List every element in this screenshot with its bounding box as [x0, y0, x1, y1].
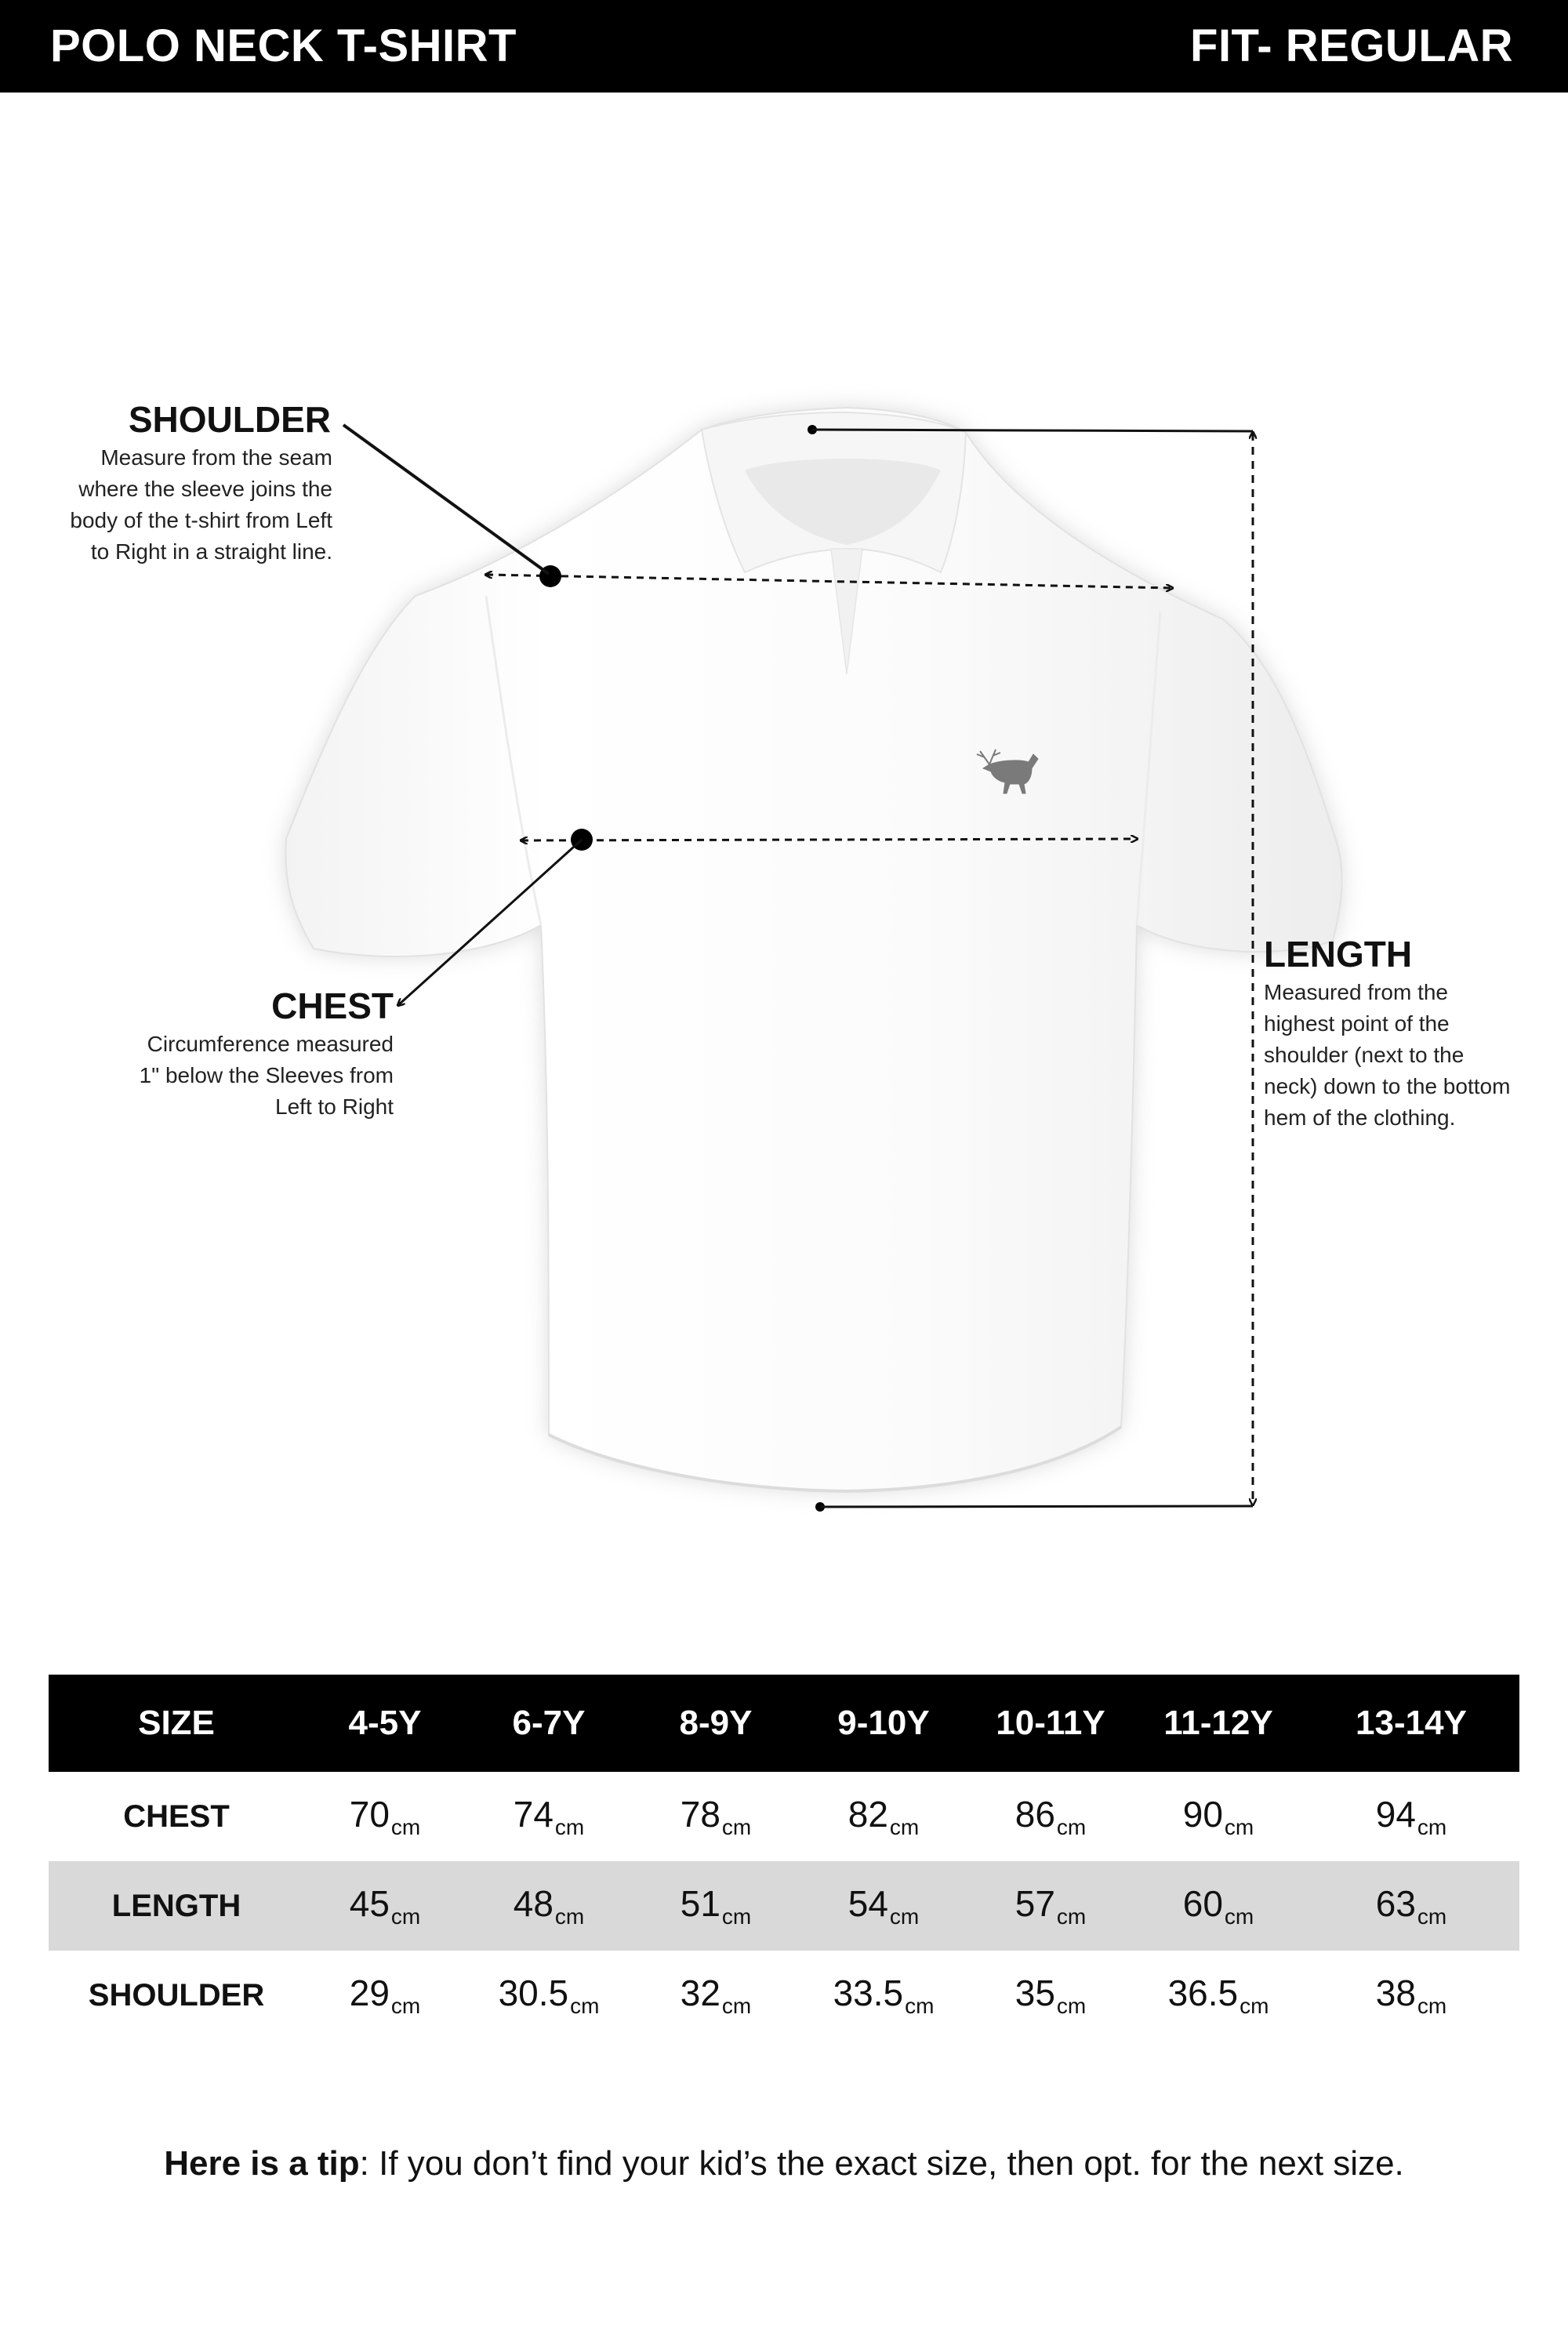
- measure-value: 78: [680, 1794, 720, 1835]
- measure-cell: [1303, 1951, 1519, 2040]
- shoulder-desc-line: to Right in a straight line.: [90, 539, 332, 564]
- shoulder-callout-title: SHOULDER: [128, 399, 331, 440]
- size-column-header: 9-10Y: [800, 1675, 967, 1772]
- size-column-header: 10-11Y: [967, 1675, 1134, 1772]
- length-desc-line: neck) down to the bottom: [1264, 1074, 1511, 1098]
- chest-callout-title: CHEST: [271, 985, 394, 1026]
- measure-cell: [304, 1951, 466, 2040]
- length-desc-line: highest point of the: [1264, 1011, 1450, 1036]
- chest-desc-line: 1" below the Sleeves from: [139, 1063, 394, 1087]
- chest-desc-line: Circumference measured: [147, 1032, 394, 1056]
- size-column-header: 4-5Y: [304, 1675, 466, 1772]
- size-column-header: 11-12Y: [1134, 1675, 1303, 1772]
- size-header-label: SIZE: [49, 1675, 304, 1772]
- row-label: SHOULDER: [88, 1977, 265, 2013]
- unit-label: cm: [1417, 1904, 1447, 1929]
- measure-value: 57: [1014, 1883, 1055, 1924]
- unit-label: cm: [390, 1904, 421, 1929]
- tip-lead: Here is a tip: [164, 2144, 360, 2183]
- size-tip: [0, 2140, 1568, 2187]
- unit-label: cm: [905, 1994, 935, 2018]
- measure-cell: [967, 1772, 1134, 1861]
- measure-value: 35: [1014, 1973, 1055, 2013]
- measure-cell: [800, 1951, 967, 2040]
- row-label: LENGTH: [49, 1861, 304, 1951]
- measure-cell: [967, 1861, 1134, 1951]
- measure-cell: [800, 1861, 967, 1951]
- measure-cell: [1134, 1861, 1303, 1951]
- measure-value: 70: [349, 1794, 390, 1835]
- shoulder-callout-desc: [31, 442, 332, 568]
- unit-label: cm: [889, 1904, 920, 1929]
- unit-label: cm: [1417, 1994, 1447, 2018]
- table-row-shoulder: [49, 1951, 1519, 2040]
- size-column-header: 6-7Y: [466, 1675, 632, 1772]
- length-desc-line: shoulder (next to the: [1264, 1043, 1465, 1067]
- unit-label: cm: [721, 1904, 752, 1929]
- chest-callout-desc: [94, 1029, 394, 1123]
- unit-label: cm: [1056, 1904, 1087, 1929]
- measure-cell: [800, 1772, 967, 1861]
- measure-cell: [466, 1861, 632, 1951]
- measure-value: 54: [848, 1883, 888, 1924]
- measure-value: 94: [1375, 1794, 1416, 1835]
- unit-label: cm: [1224, 1815, 1254, 1839]
- measure-value: 63: [1375, 1883, 1416, 1924]
- unit-label: cm: [554, 1904, 585, 1929]
- measure-cell: [632, 1861, 800, 1951]
- size-chart-table: [49, 1675, 1519, 2040]
- measure-cell: [304, 1861, 466, 1951]
- unit-label: cm: [1056, 1994, 1087, 2018]
- unit-label: cm: [390, 1994, 421, 2018]
- measure-value: 29: [349, 1973, 390, 2013]
- measure-cell: [466, 1951, 632, 2040]
- product-title: POLO NECK T-SHIRT: [50, 20, 517, 71]
- unit-label: cm: [1417, 1815, 1447, 1839]
- measure-value: 32: [680, 1973, 720, 2013]
- measure-value: 51: [680, 1883, 720, 1924]
- fit-label: FIT- REGULAR: [1190, 20, 1513, 71]
- measure-cell: [466, 1772, 632, 1861]
- measure-value: 45: [349, 1883, 390, 1924]
- size-column-header: 8-9Y: [632, 1675, 800, 1772]
- unit-label: cm: [390, 1815, 421, 1839]
- unit-label: cm: [570, 1994, 600, 2018]
- measure-cell: [1303, 1861, 1519, 1951]
- shoulder-desc-line: where the sleeve joins the: [78, 477, 332, 501]
- chest-desc-line: Left to Right: [275, 1094, 394, 1119]
- unit-label: cm: [554, 1815, 585, 1839]
- measure-value: 60: [1182, 1883, 1223, 1924]
- table-row-length: [49, 1861, 1519, 1951]
- unit-label: cm: [1224, 1904, 1254, 1929]
- measure-cell: [632, 1951, 800, 2040]
- measure-value: 30.5: [498, 1973, 569, 2013]
- measure-value: 48: [513, 1883, 554, 1924]
- measurement-figure: [0, 93, 1568, 1606]
- header-bar: [0, 0, 1568, 93]
- measure-value: 74: [513, 1794, 554, 1835]
- measure-value: 33.5: [833, 1973, 904, 2013]
- measure-value: 38: [1375, 1973, 1416, 2013]
- measure-cell: [1303, 1772, 1519, 1861]
- unit-label: cm: [1056, 1815, 1087, 1839]
- measure-cell: [1134, 1951, 1303, 2040]
- polo-shirt: [285, 408, 1341, 1491]
- size-column-header: 13-14Y: [1303, 1675, 1519, 1772]
- measure-value: 82: [848, 1794, 888, 1835]
- shoulder-desc-line: Measure from the seam: [100, 445, 332, 470]
- measure-value: 86: [1014, 1794, 1055, 1835]
- measure-cell: [304, 1772, 466, 1861]
- length-desc-line: hem of the clothing.: [1264, 1105, 1456, 1130]
- tip-text: : If you don’t find your kid’s the exact size, then opt. for the next size.: [359, 2144, 1404, 2183]
- length-callout-desc: [1264, 977, 1562, 1134]
- shirt-diagram: [0, 93, 1568, 1606]
- row-label: CHEST: [123, 1798, 230, 1834]
- measure-value: 36.5: [1167, 1973, 1239, 2013]
- measure-cell: [967, 1951, 1134, 2040]
- measure-value: 90: [1182, 1794, 1223, 1835]
- table-row-chest: [49, 1772, 1519, 1861]
- unit-label: cm: [1240, 1994, 1269, 2018]
- length-desc-line: Measured from the: [1264, 980, 1448, 1004]
- unit-label: cm: [721, 1994, 752, 2018]
- size-header-row: [49, 1675, 1519, 1772]
- length-callout-title: LENGTH: [1264, 934, 1413, 975]
- measure-cell: [1134, 1772, 1303, 1861]
- shoulder-desc-line: body of the t-shirt from Left: [70, 508, 332, 532]
- unit-label: cm: [721, 1815, 752, 1839]
- measure-cell: [632, 1772, 800, 1861]
- unit-label: cm: [889, 1815, 920, 1839]
